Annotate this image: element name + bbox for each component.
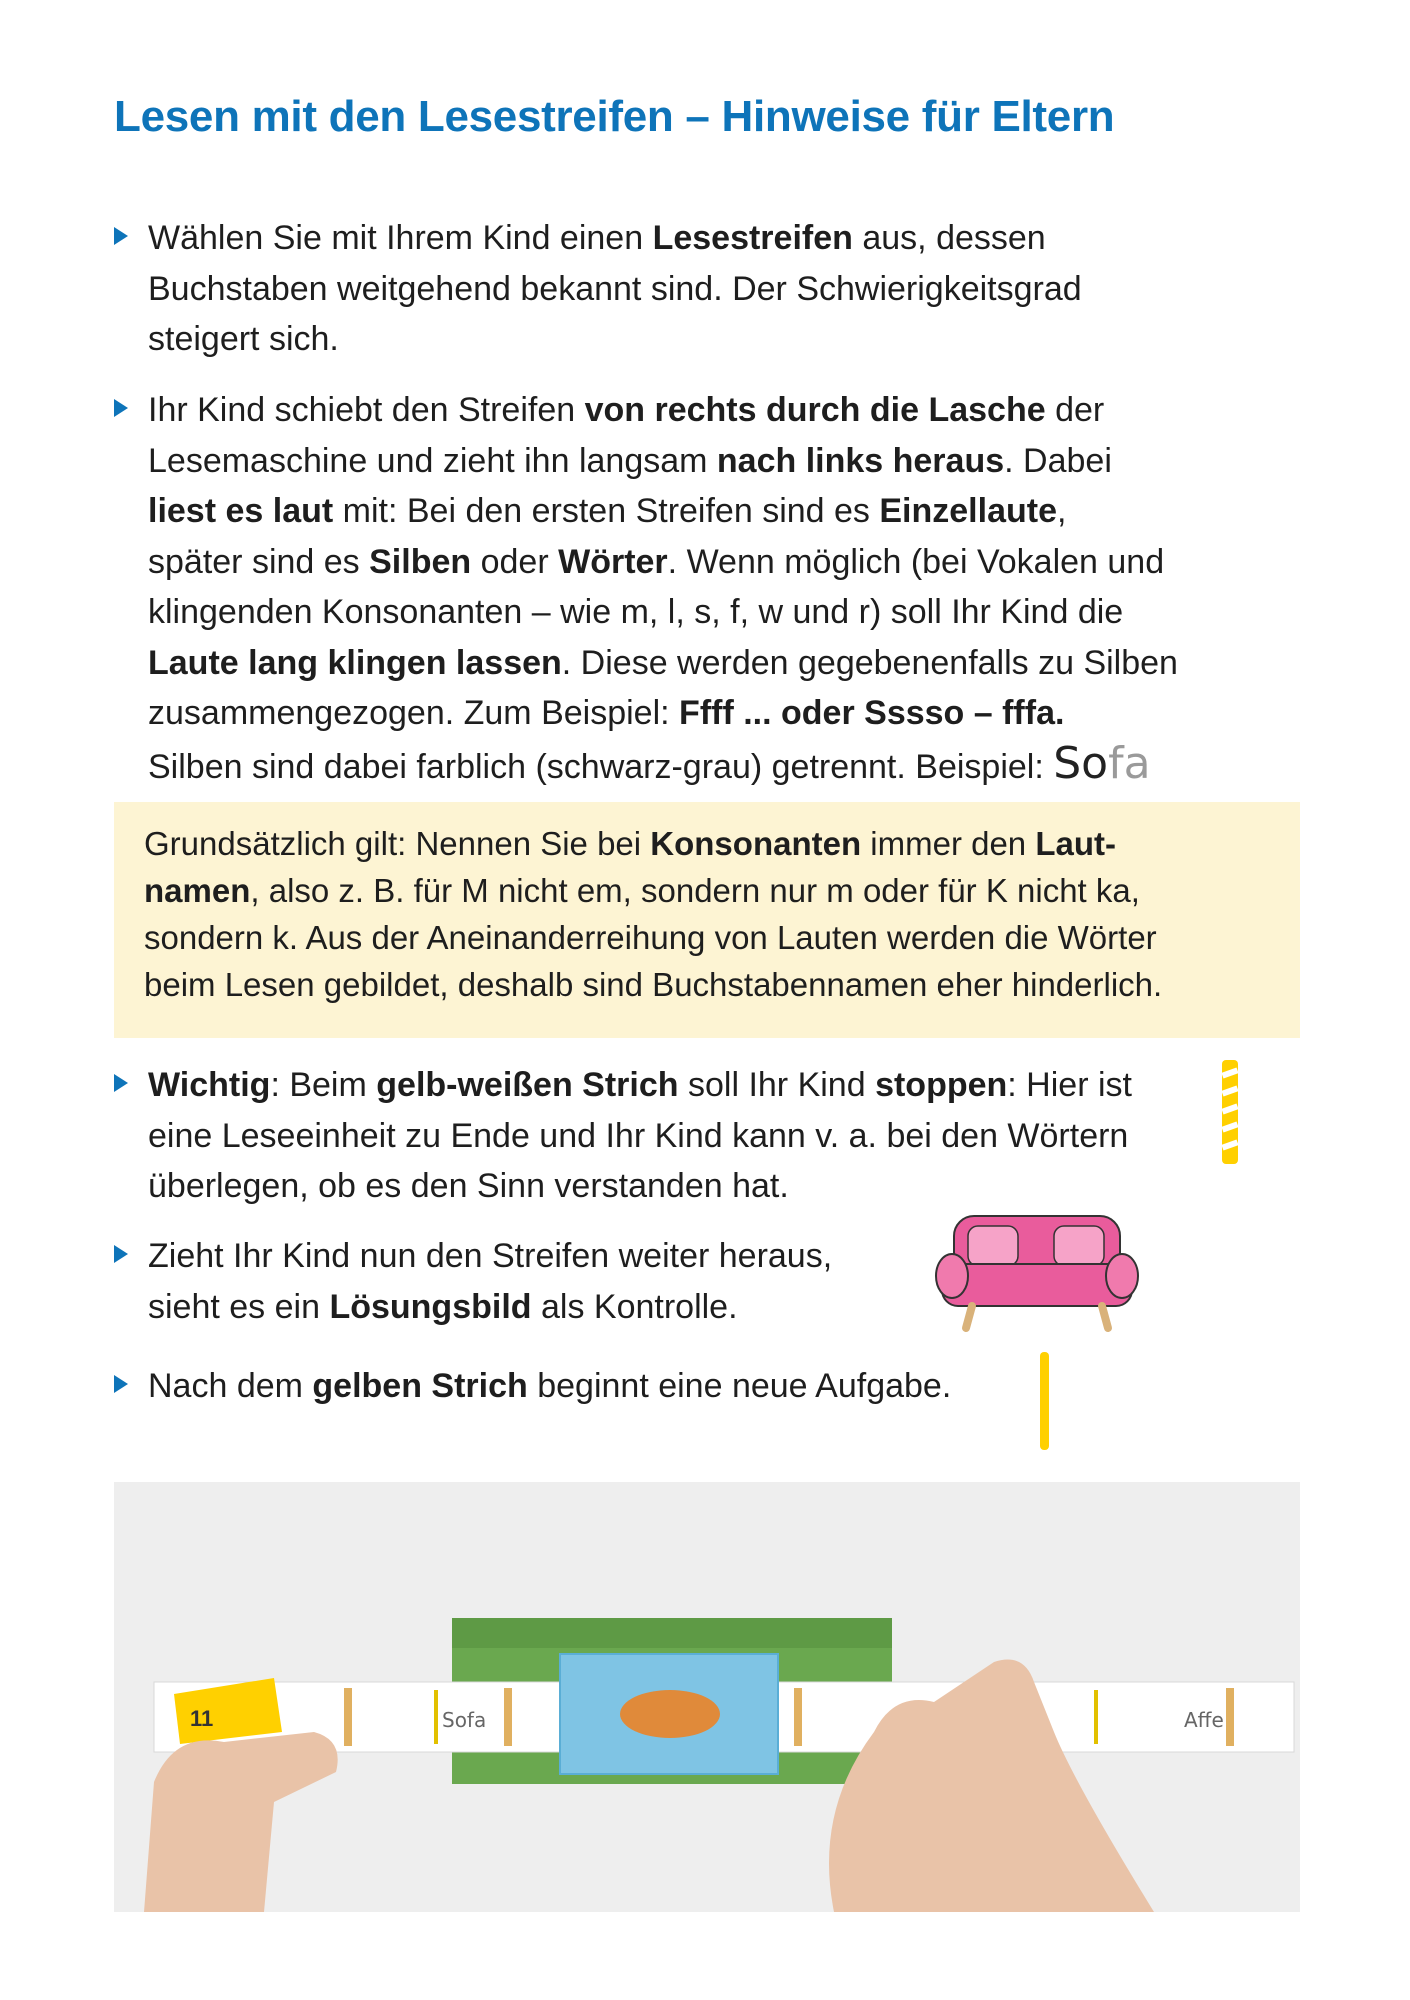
bullet-arrow-icon [114,1074,128,1092]
bullet-line: Nach dem gelben Strich beginnt eine neue Aufgabe. [148,1367,952,1405]
info-line: namen, also z. B. für M nicht em, sondern nur m oder für K nicht ka, [144,872,1140,909]
bullet-pull-strip [114,385,1264,792]
bullet-line: zusammengezogen. Zum Beispiel: Ffff ... oder Sssso – fffa. [148,694,1065,732]
bullet-line: liest es laut mit: Bei den ersten Streifen sind es Einzellaute, [148,492,1067,530]
bullet-arrow-icon [114,399,128,417]
yellow-line-icon [1040,1352,1049,1450]
sofa-illustration [932,1206,1142,1336]
photo-reading-machine [114,1482,1300,1912]
strip-word-affe: Affe [1184,1708,1224,1732]
bullet-arrow-icon [114,1245,128,1263]
strip-number: 11 [190,1706,214,1731]
bullet-stop-mark [114,1060,1264,1212]
page-title: Lesen mit den Lesestreifen – Hinweise für Eltern [114,92,1115,141]
bullet-line: sieht es ein Lösungsbild als Kontrolle. [148,1287,738,1326]
bullet-line: Wichtig: Beim gelb-weißen Strich soll Ihr Kind stoppen: Hier ist [148,1066,1132,1104]
info-box-consonants [114,802,1300,1038]
bullet-line: Wählen Sie mit Ihrem Kind einen Lesestreifen aus, dessen [148,219,1046,257]
bullet-line: später sind es Silben oder Wörter. Wenn möglich (bei Vokalen und [148,542,1165,581]
bullet-new-task [114,1361,1264,1412]
bullet-line: Ihr Kind schiebt den Streifen von rechts durch die Lasche der [148,391,1105,429]
bullet-line: klingenden Konsonanten – wie m, l, s, f, w und r) soll Ihr Kind die [148,593,1124,631]
bullet-line: Lesemaschine und zieht ihn langsam nach links heraus. Dabei [148,441,1112,480]
example-syllables: Sofa [1053,737,1151,789]
reading-machine-photo [114,1482,1300,1912]
bullet-line: Buchstaben weitgehend bekannt sind. Der Schwierigkeitsgrad [148,269,1082,308]
bullet-select-strip [114,213,1264,365]
bullet-line: Laute lang klingen lassen. Diese werden gegebenenfalls zu Silben [148,643,1178,682]
bullet-line: eine Leseeinheit zu Ende und Ihr Kind kann v. a. bei den Wörtern [148,1116,1129,1155]
bullet-line: überlegen, ob es den Sinn verstanden hat. [148,1167,789,1205]
bullet-line: steigert sich. [148,320,339,358]
info-line: Grundsätzlich gilt: Nennen Sie bei Konsonanten immer den Laut- [144,825,1116,862]
bullet-arrow-icon [114,227,128,245]
strip-word-sofa: Sofa [442,1708,487,1732]
bullet-arrow-icon [114,1375,128,1393]
info-line: beim Lesen gebildet, deshalb sind Buchstabennamen eher hinderlich. [144,966,1163,1003]
bullet-line: Silben sind dabei farblich (schwarz-grau) getrennt. Beispiel: Sofa [148,737,1151,789]
info-line: sondern k. Aus der Aneinanderreihung von Lauten werden die Wörter [144,919,1157,956]
yellow-white-stripe-icon [1220,1060,1240,1164]
bullet-line: Zieht Ihr Kind nun den Streifen weiter heraus, [148,1237,833,1275]
